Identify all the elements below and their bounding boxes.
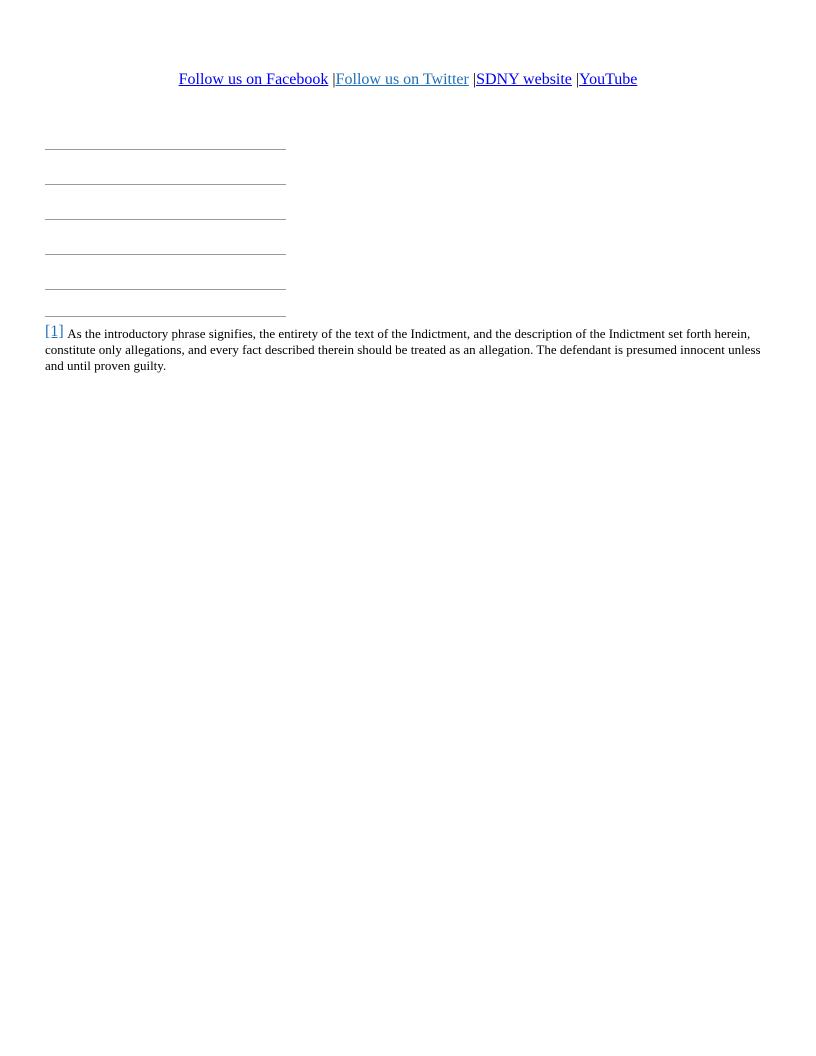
social-links-bar	[0, 69, 816, 91]
youtube-link[interactable]: YouTube	[579, 71, 638, 88]
link-separator: |	[472, 71, 477, 88]
footnote-reference-link[interactable]: [1]	[45, 323, 64, 340]
horizontal-rule	[45, 219, 286, 220]
link-separator: |	[332, 71, 336, 88]
horizontal-rule	[45, 149, 286, 150]
horizontal-rule	[45, 254, 286, 255]
footnote-text: As the introductory phrase signifies, the entirety of the text of the Indictment, and the description of the Indictment set forth herein, constitute only allegations, and every fact described therein should be treated as an allegation. The defendant is presumed innocent unless and until proven guilty.	[45, 326, 761, 373]
twitter-link[interactable]: Follow us on Twitter	[335, 71, 469, 88]
facebook-link[interactable]: Follow us on Facebook	[178, 71, 329, 88]
horizontal-rule	[45, 184, 286, 185]
horizontal-rule	[45, 289, 286, 290]
footnote	[45, 324, 773, 374]
link-separator: |	[575, 71, 580, 88]
footnote-separator-rule	[45, 316, 286, 317]
sdny-website-link[interactable]: SDNY website	[476, 71, 572, 88]
